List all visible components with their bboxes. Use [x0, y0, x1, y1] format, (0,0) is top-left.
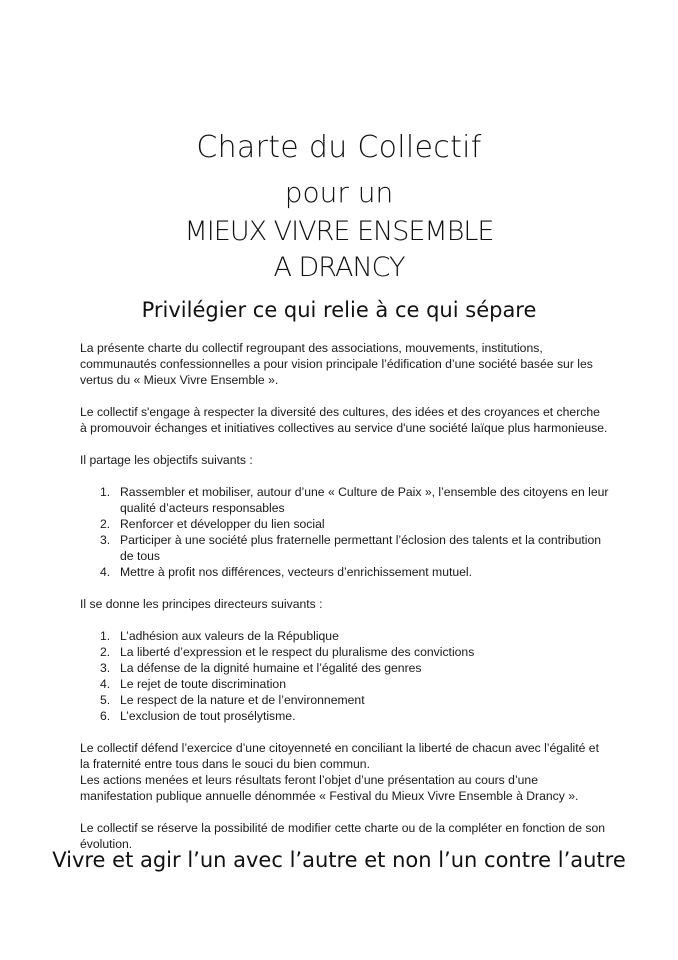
list-number: 2.: [100, 645, 111, 659]
list-text: L’adhésion aux valeurs de la République: [120, 629, 339, 643]
list-text: Rassembler et mobiliser, autour d’une « Culture de Paix », l’ensemble des citoyens en leur qualité d’acteurs responsables: [120, 485, 609, 515]
list-text: La liberté d’expression et le respect du pluralisme des convictions: [120, 645, 475, 659]
list-item: [100, 660, 610, 676]
list-text: L’exclusion de tout prosélytisme.: [120, 709, 296, 723]
list-number: 4.: [100, 677, 111, 691]
list-number: 5.: [100, 693, 111, 707]
objectives-list: [80, 484, 610, 580]
list-item: [100, 516, 610, 532]
list-text: Le respect de la nature et de l’environnement: [120, 693, 365, 707]
list-item: [100, 692, 610, 708]
list-item: [100, 484, 610, 516]
list-text: La défense de la dignité humaine et l’égalité des genres: [120, 661, 422, 675]
list-number: 1.: [100, 629, 111, 643]
title-line-3: MIEUX VIVRE ENSEMBLE: [184, 216, 494, 247]
list-item: [100, 644, 610, 660]
actions-paragraph: Les actions menées et leurs résultats feront l’objet d’une présentation au cours d’une manifestation publique annuelle dénommée « Festival du Mieux Vivre Ensemble à Drancy ».: [80, 773, 579, 803]
citizenship-paragraph: Le collectif défend l’exercice d’une citoyenneté en conciliant la liberté de chacun avec l’égalité et la fraternité entre tous dans le souci du bien commun.: [80, 741, 599, 771]
list-item: [100, 708, 610, 724]
title-line-2: pour un: [284, 176, 394, 209]
list-number: 1.: [100, 485, 111, 499]
list-number: 2.: [100, 517, 111, 531]
principles-heading: Il se donne les principes directeurs suivants :: [80, 597, 323, 611]
principles-list: [80, 628, 610, 724]
list-item: [100, 628, 610, 644]
engagement-paragraph: Le collectif s'engage à respecter la diversité des cultures, des idées et des croyances et cherche à promouvoir échanges et initiatives collectives au service d'une société laïque plus harmonieuse.: [80, 405, 608, 435]
list-number: 6.: [100, 709, 111, 723]
intro-paragraph: La présente charte du collectif regroupant des associations, mouvements, institutions, communautés confessionnelles a pour vision principale l’édification d’une société basée sur les vertus du « Mieux Vivre Ensemble ».: [80, 341, 593, 387]
list-text: Le rejet de toute discrimination: [120, 677, 286, 691]
list-item: [100, 532, 610, 564]
list-number: 3.: [100, 661, 111, 675]
modification-paragraph: Le collectif se réserve la possibilité de modifier cette charte ou de la compléter en fonction de son évolution.: [80, 821, 606, 851]
list-text: Renforcer et développer du lien social: [120, 517, 325, 531]
list-item: [100, 676, 610, 692]
list-number: 4.: [100, 565, 111, 579]
closing-motto: Vivre et agir l’un avec l’autre et non l’un contre l’autre: [52, 848, 626, 872]
objectives-heading: Il partage les objectifs suivants :: [80, 453, 253, 467]
list-item: [100, 564, 610, 580]
list-text: Participer à une société plus fraternelle permettant l’éclosion des talents et la contribution de tous: [120, 533, 601, 563]
charter-body: [80, 340, 610, 852]
list-text: Mettre à profit nos différences, vecteurs d’enrichissement mutuel.: [120, 565, 473, 579]
list-number: 3.: [100, 533, 111, 547]
charter-title: [0, 128, 678, 286]
title-line-1: Charte du Collectif: [196, 130, 482, 165]
charter-subtitle: Privilégier ce qui relie à ce qui sépare: [141, 298, 537, 322]
title-line-4: A DRANCY: [273, 252, 405, 283]
